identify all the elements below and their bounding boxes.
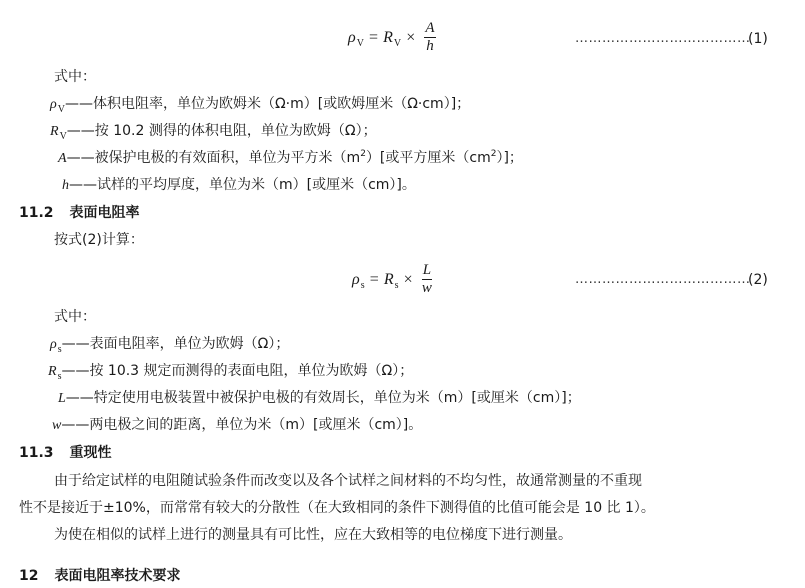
def-symbol: R: [50, 124, 59, 139]
rho-v-symbol: ρ: [348, 29, 356, 46]
def-text: ——两电极之间的距离，单位为米（m）[或厘米（cm）]。: [61, 417, 423, 433]
paragraph-reproducibility-line-2: 性不是接近于±10%，而常常有较大的分散性（在大致相同的条件下测得值的比值可能会是 10 比 1）。: [19, 500, 655, 516]
def-symbol: w: [52, 418, 62, 433]
def-subscript: V: [59, 131, 67, 142]
equals-sign: =: [369, 271, 379, 288]
section-number: 11.3: [19, 445, 54, 461]
def-symbol: h: [62, 178, 69, 193]
definition-r-s: [48, 363, 414, 382]
formula-1: [348, 20, 436, 55]
def-text: ——按 10.3 规定而测得的表面电阻，单位为欧姆（Ω）；: [61, 363, 414, 379]
r-v-subscript: V: [393, 38, 402, 49]
section-title: 重现性: [69, 445, 112, 461]
fraction-denominator: w: [421, 280, 432, 296]
fraction-numerator: L: [422, 262, 432, 278]
section-heading-11-2: [19, 206, 140, 220]
definition-rho-s: [50, 336, 290, 355]
definition-h: [62, 178, 416, 193]
rho-s-subscript: s: [360, 280, 365, 291]
r-s-symbol: R: [383, 271, 394, 288]
formula-2: [352, 262, 432, 297]
def-superscript: 2: [490, 149, 497, 159]
section-heading-12: [19, 569, 180, 583]
definition-l: [58, 391, 581, 406]
where-label-1: 式中：: [54, 69, 96, 85]
where-label-2: 式中：: [54, 309, 96, 325]
r-s-subscript: s: [394, 280, 399, 291]
section-heading-11-3: [19, 446, 112, 460]
fraction-a-over-h: [424, 20, 435, 55]
section-title: 表面电阻率技术要求: [54, 568, 181, 584]
definition-w: [52, 418, 422, 433]
fraction-denominator: h: [426, 38, 434, 54]
def-subscript: s: [57, 371, 62, 382]
def-text: ——体积电阻率，单位为欧姆米（Ω·m）[或欧姆厘米（Ω·cm）]；: [64, 96, 471, 112]
times-sign: ×: [406, 29, 416, 46]
def-symbol: L: [58, 391, 66, 406]
def-text: ——被保护电极的有效面积，单位为平方米（m: [66, 150, 361, 166]
definition-r-v: [50, 123, 377, 142]
definition-a: [58, 151, 523, 166]
section-number: 12: [19, 568, 39, 584]
formula-2-leader-dots: …………………………………: [575, 272, 751, 287]
paragraph-reproducibility-line-1: 由于给定试样的电阻随试验条件而改变以及各个试样之间材料的不均匀性，故通常测量的不重现: [54, 473, 642, 489]
definition-rho-v: [50, 96, 471, 115]
section-title: 表面电阻率: [69, 205, 140, 221]
def-subscript: s: [57, 344, 62, 355]
formula-2-number: (2): [748, 272, 768, 288]
def-symbol: ρ: [50, 337, 57, 352]
def-symbol: A: [58, 151, 67, 166]
formula-1-number: (1): [748, 31, 768, 47]
r-v-symbol: R: [383, 29, 393, 46]
def-text: ——按 10.2 测得的体积电阻，单位为欧姆（Ω）；: [66, 123, 377, 139]
def-text: ——特定使用电极装置中被保护电极的有效周长，单位为米（m）[或厘米（cm）]；: [65, 390, 581, 406]
def-text: ——表面电阻率，单位为欧姆（Ω）；: [61, 336, 290, 352]
def-symbol: ρ: [50, 97, 57, 112]
def-text: ——试样的平均厚度，单位为米（m）[或厘米（cm）]。: [69, 177, 416, 193]
rho-v-subscript: V: [356, 38, 364, 49]
formula-2-intro: 按式(2)计算：: [54, 232, 144, 248]
fraction-l-over-w: [422, 262, 432, 297]
paragraph-comparability: 为使在相似的试样上进行的测量具有可比性，应在大致相等的电位梯度下进行测量。: [54, 527, 572, 543]
times-sign: ×: [403, 271, 413, 288]
section-number: 11.2: [19, 205, 54, 221]
formula-1-leader-dots: …………………………………: [575, 31, 751, 46]
fraction-numerator: A: [425, 20, 435, 36]
rho-s-symbol: ρ: [352, 271, 360, 288]
equals-sign: =: [369, 29, 379, 46]
def-superscript: 2: [360, 149, 366, 159]
def-text: ）]；: [496, 150, 523, 166]
def-text: ）[或平方厘米（cm: [365, 150, 491, 166]
def-symbol: R: [48, 364, 57, 379]
def-subscript: V: [57, 104, 65, 115]
